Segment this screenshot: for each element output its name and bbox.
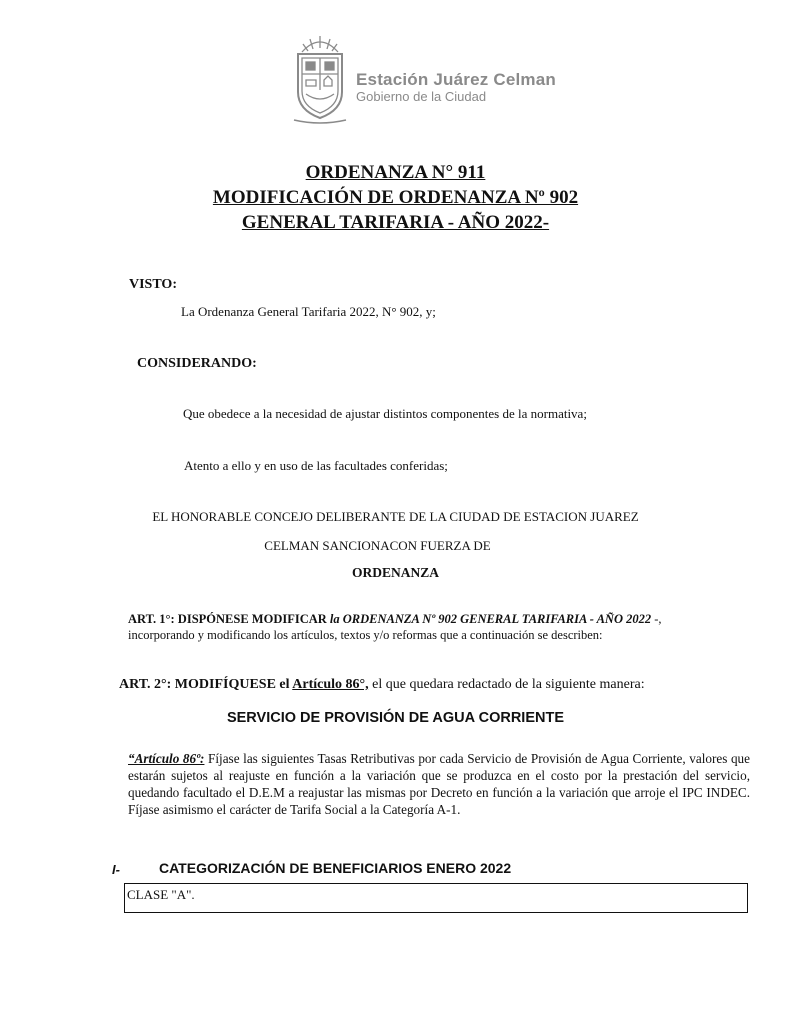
clase-label: CLASE "A". bbox=[127, 887, 195, 902]
visto-text: La Ordenanza General Tarifaria 2022, N° 902, y; bbox=[181, 304, 436, 319]
section-title: SERVICIO DE PROVISIÓN DE AGUA CORRIENTE bbox=[226, 710, 565, 726]
brand-subtitle: Gobierno de la Ciudad bbox=[356, 89, 487, 104]
considerando-label: CONSIDERANDO: bbox=[137, 356, 257, 371]
ordinance-subtitle: MODIFICACIÓN DE ORDENANZA Nº 902 bbox=[212, 187, 579, 208]
brand-name: Estación Juárez Celman bbox=[356, 70, 556, 89]
article-1 bbox=[128, 611, 718, 643]
visto-label: VISTO: bbox=[129, 277, 177, 292]
sanciona-line-1: EL HONORABLE CONCEJO DELIBERANTE DE LA CIUDAD DE ESTACION JUAREZ bbox=[152, 509, 639, 524]
article-2-lead: ART. 2°: MODIFÍQUESE el bbox=[119, 677, 293, 692]
article-86 bbox=[128, 750, 750, 818]
article-2-text: el que quedara redactado de la siguiente manera: bbox=[368, 677, 645, 692]
clase-table-cell bbox=[124, 883, 748, 913]
category-marker: I- bbox=[112, 862, 120, 877]
considerando-paragraph-2: Atento a ello y en uso de las facultades conferidas; bbox=[184, 458, 448, 473]
sanciona-line-2: CELMAN SANCIONACON FUERZA DE bbox=[264, 538, 491, 553]
article-1-text: -, incorporando y modificando los artículos, textos y/o reformas que a continuación se describen: bbox=[128, 612, 662, 642]
sanciona-ordenanza: ORDENANZA bbox=[351, 565, 439, 580]
considerando-paragraph-1: Que obedece a la necesidad de ajustar distintos componentes de la normativa; bbox=[183, 406, 587, 421]
article-1-lead: ART. 1°: DISPÓNESE MODIFICAR bbox=[128, 612, 330, 626]
article-1-reference: la ORDENANZA Nº 902 GENERAL TARIFARIA - AÑO 2022 bbox=[329, 612, 652, 626]
coat-of-arms-icon bbox=[288, 30, 352, 128]
article-86-text: Fíjase las siguientes Tasas Retributivas por cada Servicio de Provisión de Agua Corriente, valores que estarán sujetos al reajuste en función a la variación que se produzca en el costo por la prestación del servicio, quedando facultado el D.E.M a reajustar las mismas por Decreto en función a la variación que arroje el IPC INDEC. Fíjase asimismo el carácter de Tarifa Social a la Categoría A-1. bbox=[128, 751, 750, 817]
article-2-reference: Artículo 86°, bbox=[292, 677, 369, 692]
ordinance-subtitle-2: GENERAL TARIFARIA - AÑO 2022- bbox=[241, 212, 550, 233]
article-86-lead: “Artículo 86º: bbox=[128, 751, 205, 766]
category-title: CATEGORIZACIÓN DE BENEFICIARIOS ENERO 2022 bbox=[159, 860, 512, 876]
ordinance-title: ORDENANZA N° 911 bbox=[305, 162, 486, 183]
article-2 bbox=[119, 677, 645, 693]
